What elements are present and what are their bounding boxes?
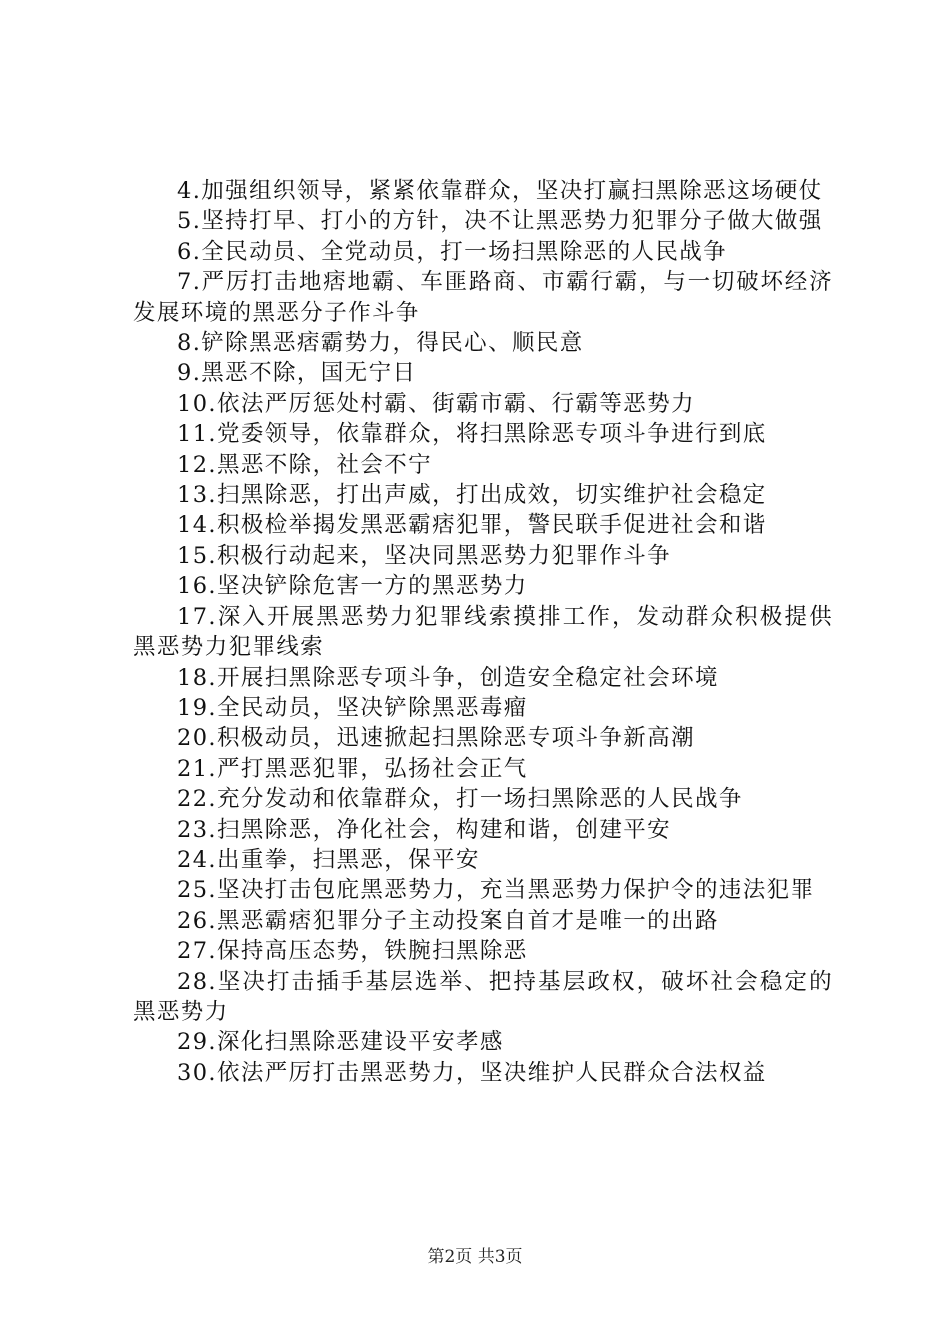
- list-item: 23.扫黑除恶，净化社会，构建和谐，创建平安: [177, 816, 672, 843]
- list-item: 29.深化扫黑除恶建设平安孝感: [177, 1029, 504, 1056]
- list-item: 21.严打黑恶犯罪，弘扬社会正气: [177, 755, 528, 782]
- list-item: 6.全民动员、全党动员，打一场扫黑除恶的人民战争: [177, 238, 728, 265]
- list-item: 22.充分发动和依靠群众，打一场扫黑除恶的人民战争: [177, 786, 743, 813]
- list-item: 4.加强组织领导，紧紧依靠群众，坚决打赢扫黑除恶这场硬仗: [177, 178, 823, 204]
- list-item: 11.党委领导，依靠群众，将扫黑除恶专项斗争进行到底: [177, 421, 767, 448]
- list-item: 5.坚持打早、打小的方针，决不让黑恶势力犯罪分子做大做强: [177, 208, 823, 235]
- list-item: 12.黑恶不除，社会不宁: [177, 451, 433, 478]
- list-item: 13.扫黑除恶，打出声威，打出成效，切实维护社会稳定: [177, 482, 767, 509]
- list-item: 8.铲除黑恶痞霸势力，得民心、顺民意: [177, 330, 584, 357]
- list-item: 28.坚决打击插手基层选举、把持基层政权，破坏社会稳定的黑恶势力: [133, 968, 833, 1025]
- list-item: 7.严厉打击地痞地霸、车匪路商、市霸行霸，与一切破坏经济发展环境的黑恶分子作斗争: [133, 269, 833, 326]
- slogan-list: [133, 176, 833, 1088]
- list-item: 25.坚决打击包庇黑恶势力，充当黑恶势力保护令的违法犯罪: [177, 877, 815, 904]
- list-item: 24.出重拳，扫黑恶，保平安: [177, 846, 480, 873]
- list-item: 9.黑恶不除，国无宁日: [177, 360, 417, 387]
- list-item: 16.坚决铲除危害一方的黑恶势力: [177, 573, 528, 600]
- list-item: 17.深入开展黑恶势力犯罪线索摸排工作，发动群众积极提供黑恶势力犯罪线索: [133, 603, 833, 661]
- list-item: 26.黑恶霸痞犯罪分子主动投案自首才是唯一的出路: [177, 907, 719, 934]
- page-footer: 第2页 共3页: [427, 1247, 523, 1267]
- list-item: 14.积极检举揭发黑恶霸痞犯罪，警民联手促进社会和谐: [177, 512, 767, 539]
- list-item: 27.保持高压态势，铁腕扫黑除恶: [177, 938, 528, 965]
- list-item: 10.依法严厉惩处村霸、街霸市霸、行霸等恶势力: [177, 390, 695, 417]
- list-item: 15.积极行动起来，坚决同黑恶势力犯罪作斗争: [177, 542, 672, 569]
- list-item: 19.全民动员，坚决铲除黑恶毒瘤: [177, 694, 528, 721]
- list-item: 30.依法严厉打击黑恶势力，坚决维护人民群众合法权益: [177, 1059, 767, 1086]
- list-item: 18.开展扫黑除恶专项斗争，创造安全稳定社会环境: [177, 664, 719, 691]
- list-item: 20.积极动员，迅速掀起扫黑除恶专项斗争新高潮: [177, 725, 695, 752]
